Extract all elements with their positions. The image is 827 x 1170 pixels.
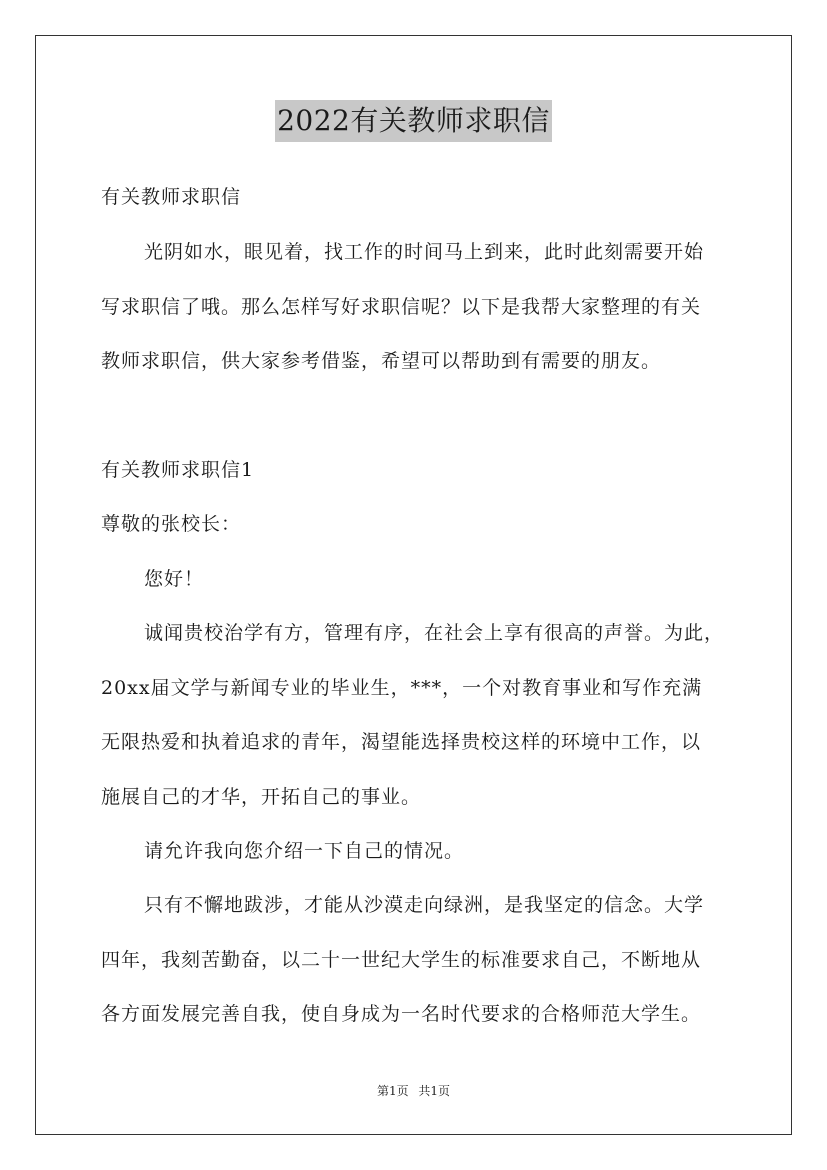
body-line-3: 无限热爱和执着追求的青年，渴望能选择贵校这样的环境中工作，以 <box>101 731 702 753</box>
intro-line-1: 光阴如水，眼见着，找工作的时间马上到来，此时此刻需要开始 <box>144 241 705 263</box>
body-line-7: 四年，我刻苦勤奋，以二十一世纪大学生的标准要求自己，不断地从 <box>101 949 702 971</box>
intro-line-3: 教师求职信，供大家参考借鉴，希望可以帮助到有需要的朋友。 <box>101 350 662 372</box>
letter-heading: 有关教师求职信1 <box>101 459 255 481</box>
intro-line-2: 写求职信了哦。那么怎样写好求职信呢？以下是我帮大家整理的有关 <box>101 296 702 318</box>
page-total: 共1页 <box>418 1084 451 1098</box>
body-line-5: 请允许我向您介绍一下自己的情况。 <box>144 840 465 862</box>
letter-greeting: 您好！ <box>144 568 205 590</box>
body-line-6: 只有不懈地跋涉，才能从沙漠走向绿洲，是我坚定的信念。大学 <box>144 894 705 916</box>
document-title: 2022有关教师求职信 <box>275 100 552 142</box>
body-line-4: 施展自己的才华，开拓自己的事业。 <box>101 786 422 808</box>
document-subtitle: 有关教师求职信 <box>101 186 242 208</box>
page-footer <box>0 1082 827 1099</box>
letter-salutation: 尊敬的张校长： <box>101 513 242 535</box>
body-line-1: 诚闻贵校治学有方，管理有序，在社会上享有很高的声誉。为此， <box>144 622 725 644</box>
title-container <box>0 100 827 142</box>
page-number: 第1页 <box>376 1084 409 1098</box>
body-line-8: 各方面发展完善自我，使自身成为一名时代要求的合格师范大学生。 <box>101 1003 702 1025</box>
body-line-2: 20xx届文学与新闻专业的毕业生，***，一个对教育事业和写作充满 <box>101 677 703 699</box>
